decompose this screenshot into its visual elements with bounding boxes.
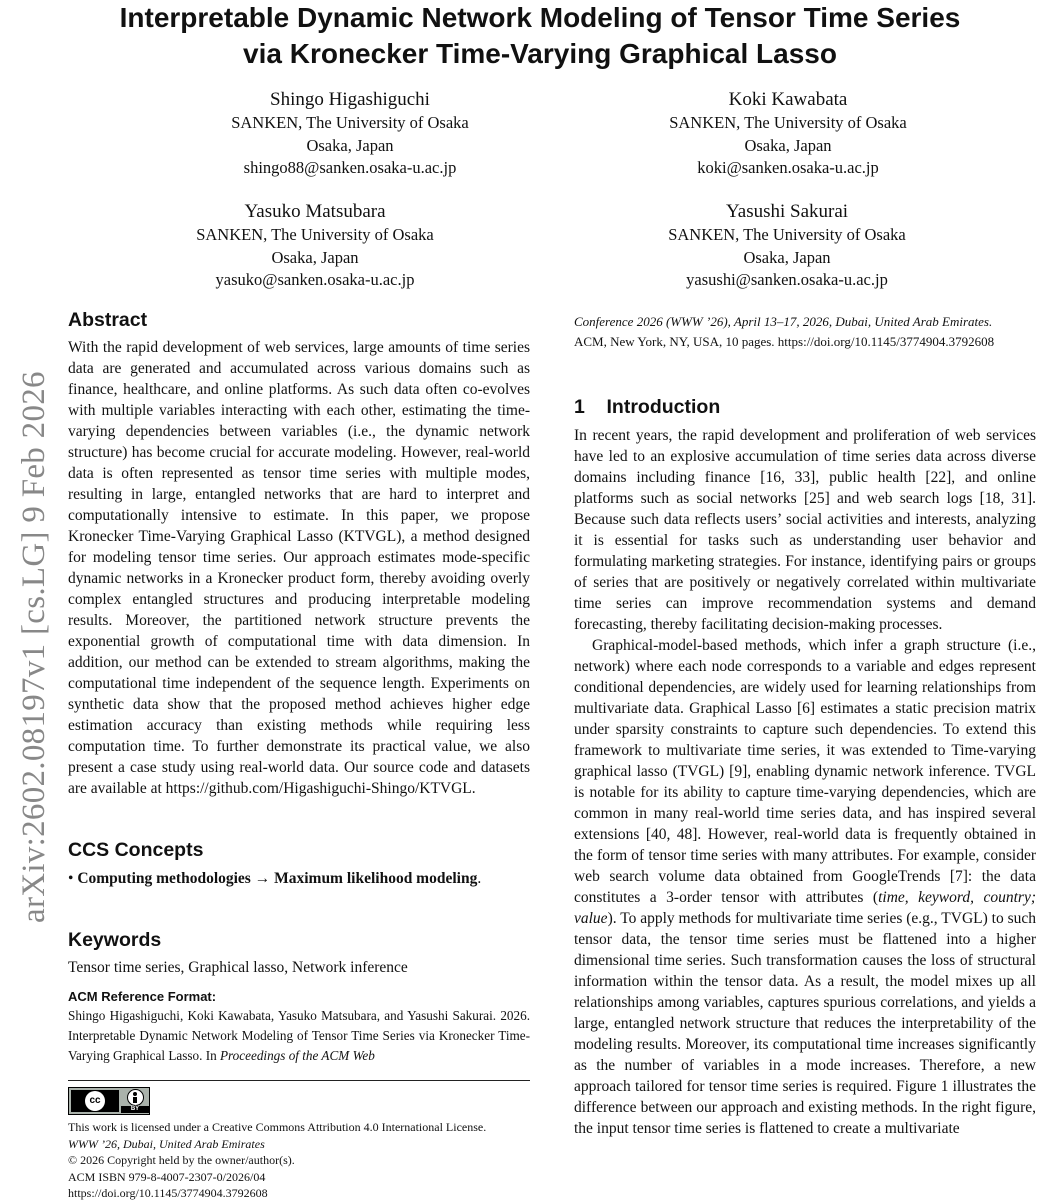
keywords-text: Tensor time series, Graphical lasso, Network inference: [68, 959, 408, 976]
author-block-3: [125, 200, 505, 292]
ccs-body: [68, 868, 530, 889]
attribution-person-icon: [127, 1089, 144, 1106]
acm-ref-venue: Proceedings of the ACM Web: [219, 1048, 375, 1063]
author-email[interactable]: yasushi@sanken.osaka-u.ac.jp: [686, 270, 888, 289]
arxiv-identifier: arXiv:2602.08197v1 [cs.LG] 9 Feb 2026: [16, 371, 52, 923]
license-doi[interactable]: https://doi.org/10.1145/3774904.3792608: [68, 1186, 268, 1200]
intro-p2-italic: time, keyword, country; value: [574, 889, 1036, 927]
author-location: Osaka, Japan: [271, 247, 359, 267]
author-name: Yasuko Matsubara: [244, 201, 386, 222]
license-isbn: ACM ISBN 979-8-4007-2307-0/2026/04: [68, 1169, 266, 1184]
author-location: Osaka, Japan: [744, 135, 832, 155]
author-affiliation: SANKEN, The University of Osaka: [669, 113, 907, 132]
intro-p2-part-a: Graphical-model-based methods, which infer a graph structure (i.e., network) where each node corresponds to a variable and edges represent conditional dependencies, are widely used for learning relationships from multivariate data. Graphical Lasso [6] estimates a static precision matrix under sparsity constraints to capture such dependencies. To extend this framework to multivariate time series, it was extended to Time-varying graphical lasso (TVGL) [9], enabling dynamic network inference. TVGL is notable for its ability to capture time-varying dependencies, which are common in many real-world time series data, and has inspired several extensions [40, 48]. However, real-world data is frequently obtained in the form of tensor time series with many attributes. For example, consider web search volume data obtained from GoogleTrends [7]: the data constitutes a 3-order tensor with attributes (: [574, 637, 1036, 906]
license-venue: [68, 1136, 538, 1153]
license-venue-text: WWW ’26, Dubai, United Arab Emirates: [68, 1136, 265, 1151]
abstract-text: With the rapid development of web services, large amounts of time series data are generated and accumulated across various domains such as finance, healthcare, and online platforms. As such data often co-evolves with multiple variables interacting with each other, estimating the time-varying dependencies between variables (i.e., the dynamic network structure) has become crucial for accurate modeling. However, real-world data is often represented as tensor time series with multiple modes, resulting in large, entangled networks that are hard to interpret and computationally intensive to estimate. In this paper, we propose Kronecker Time-Varying Graphical Lasso (KTVGL), a method designed for modeling tensor time series. Our approach estimates mode-specific dynamic networks in a Kronecker product form, thereby avoiding overly complex entangled structures and producing interpretable modeling results. Moreover, the partitioned network structure prevents the exponential growth of computational time with data dimension. In addition, our method can be extended to stream algorithms, making the computational time independent of the sequence length. Experiments on synthetic data show that the proposed method achieves higher edge estimation accuracy than existing methods while requiring less computation time. To further demonstrate its practical value, we also present a case study using real-world data. Our source code and datasets are available at https://github.com/Higashiguchi-Shingo/KTVGL.: [68, 339, 530, 797]
footer-divider: [68, 1080, 530, 1081]
paper-title: [40, 0, 1037, 72]
ccs-concept: Computing methodologies → Maximum likelihood modeling: [77, 870, 478, 887]
author-name: Yasushi Sakurai: [725, 201, 849, 222]
author-block-4: [597, 200, 977, 292]
author-affiliation: SANKEN, The University of Osaka: [668, 225, 906, 244]
acm-ref-body: [68, 1006, 530, 1066]
author-name: Koki Kawabata: [728, 89, 848, 110]
conference-info: [574, 312, 1037, 352]
abstract-body: [68, 337, 530, 799]
ccs-bullet: •: [68, 870, 74, 887]
author-affiliation: SANKEN, The University of Osaka: [196, 225, 434, 244]
author-name: Shingo Higashiguchi: [270, 89, 430, 110]
license-block: [68, 1119, 538, 1202]
author-location: Osaka, Japan: [743, 247, 831, 267]
title-line-2: via Kronecker Time-Varying Graphical Lasso: [243, 38, 837, 69]
acm-ref-text: Shingo Higashiguchi, Koki Kawabata, Yasuko Matsubara, and Yasushi Sakurai. 2026. Interpretable Dynamic Network Modeling of Tensor Time Series via Kronecker Time-Varying Graphical Lasso. In: [68, 1008, 530, 1063]
author-affiliation: SANKEN, The University of Osaka: [231, 113, 469, 132]
ccs-heading: CCS Concepts: [68, 839, 204, 861]
author-location: Osaka, Japan: [306, 135, 394, 155]
cc-icon: cc: [85, 1091, 105, 1111]
license-line: This work is licensed under a Creative Commons Attribution 4.0 International License.: [68, 1120, 487, 1134]
author-block-2: [598, 88, 978, 180]
conference-name: Conference 2026 (WWW ’26), April 13–17, 2026, Dubai, United Arab Emirates.: [574, 314, 993, 329]
cc-logo-box: [71, 1090, 119, 1112]
ccs-period: .: [477, 870, 482, 887]
conference-details: ACM, New York, NY, USA, 10 pages. https://doi.org/10.1145/3774904.3792608: [574, 334, 995, 349]
intro-heading: 1 Introduction: [574, 396, 721, 418]
author-email[interactable]: shingo88@sanken.osaka-u.ac.jp: [243, 158, 457, 177]
intro-paragraph-1: In recent years, the rapid development and proliferation of web services have led to an explosive accumulation of time series data across diverse domains including finance [16, 33], public health [22], and online platforms such as social networks [25] and web search logs [18, 31]. Because such data reflects users’ social activities and interests, analyzing it is essential for tasks such as understanding user behavior and formulating marketing strategies. For instance, identifying pairs or groups of series that are positively or negatively correlated within multivariate time series can improve recommendation systems and demand forecasting, thereby facilitating decision-making processes.: [574, 427, 1036, 633]
author-email[interactable]: koki@sanken.osaka-u.ac.jp: [697, 158, 879, 177]
author-block-1: [160, 88, 540, 180]
intro-body: [574, 425, 1036, 1139]
title-line-1: Interpretable Dynamic Network Modeling of Tensor Time Series: [119, 2, 961, 33]
keywords-body: [68, 957, 530, 978]
keywords-heading: Keywords: [68, 929, 162, 951]
abstract-heading: Abstract: [68, 309, 148, 331]
intro-p2-part-b: ). To apply methods for multivariate time series (e.g., TVGL) to such tensor data, the tensor time series must be flattened into a higher dimensional time series. Such transformation causes the loss of structural information within the tensor data. As a result, the model mixes up all relationships among variables, captures spurious correlations, and yields a large, entangled network structure that reduces the interpretability of the modeling results. Moreover, its computational time increases significantly as the number of variables in a mode increases. Therefore, a new approach tailored for tensor time series is required. Figure 1 illustrates the difference between our approach and existing methods. In the right figure, the input tensor time series is flattened to create a multivariate: [574, 910, 1036, 1137]
license-copyright: © 2026 Copyright held by the owner/author(s).: [68, 1153, 295, 1167]
intro-paragraph-2: [574, 635, 1036, 1139]
author-email[interactable]: yasuko@sanken.osaka-u.ac.jp: [215, 270, 415, 289]
cc-by-badge[interactable]: [68, 1087, 150, 1115]
acm-ref-heading: ACM Reference Format:: [68, 989, 217, 1004]
by-label: BY: [121, 1106, 149, 1113]
